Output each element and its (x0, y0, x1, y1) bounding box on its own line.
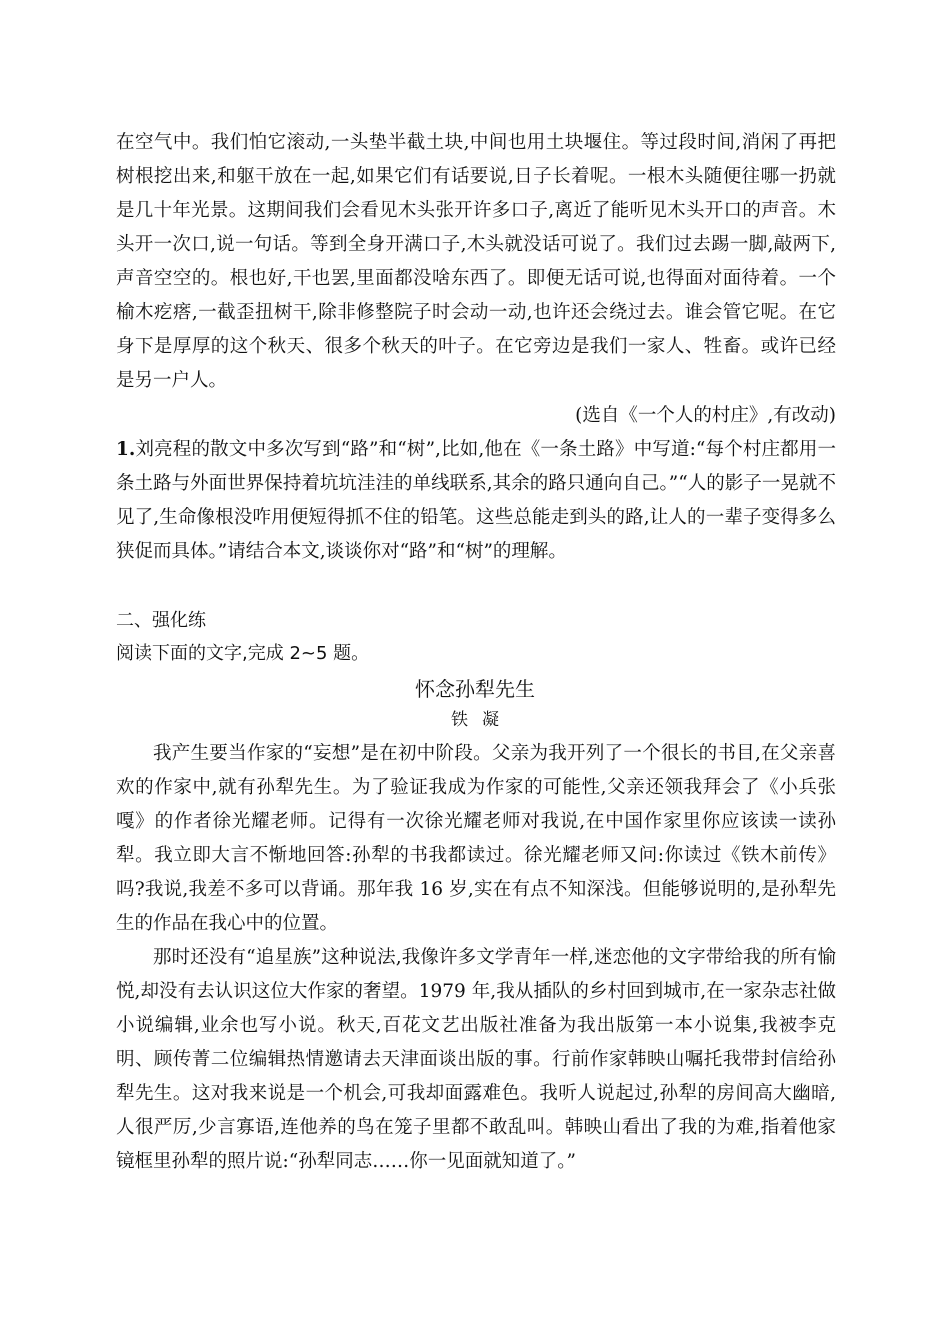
question-number: 1. (116, 439, 136, 460)
article-author: 铁凝 (451, 710, 513, 730)
question-body: 刘亮程的散文中多次写到“路”和“树”,比如,他在《一条土路》中写道:“每个村庄都用一条土路与外面世界保持着坑坑洼洼的单线联系,其余的路只通向自己。”“人的影子一晃就不见了,生命像根没咋用便短得抓不住的铅笔。这些总能走到头的路,让人的一辈子变得多么狭促而具体。”请结合本文,谈谈你对“路”和“树”的理解。 (116, 439, 836, 562)
question-1 (116, 433, 836, 569)
question-1-text (116, 433, 836, 569)
article-title: 怀念孙犁先生 (415, 677, 535, 701)
excerpt-source: (选自《一个人的村庄》,有改动) (575, 405, 836, 426)
article-paragraph: 我产生要当作家的“妄想”是在初中阶段。父亲为我开列了一个很长的书目,在父亲喜欢的作家中,就有孙犁先生。为了验证我成为作家的可能性,父亲还领我拜会了《小兵张嘎》的作者徐光耀老师。记得有一次徐光耀老师对我说,在中国作家里你应该读一读孙犁。我立即大言不惭地回答:孙犁的书我都读过。徐光耀老师又问:你读过《铁木前传》吗?我说,我差不多可以背诵。那年我 16 岁,实在有点不知深浅。但能够说明的,是孙犁先生的作品在我心中的位置。 (116, 743, 836, 934)
article-body (116, 737, 836, 1179)
excerpt-paragraph: 在空气中。我们怕它滚动,一头垫半截土块,中间也用土块堰住。等过段时间,消闲了再把树根挖出来,和躯干放在一起,如果它们有话要说,日子长着呢。一根木头随便往哪一扔就是几十年光景。这期间我们会看见木头张开许多口子,离近了能听见木头开口的声音。木头开一次口,说一句话。等到全身开满口子,木头就没话可说了。我们过去踢一脚,敲两下,声音空空的。根也好,干也罢,里面都没啥东西了。即便无话可说,也得面对面待着。一个榆木疙瘩,一截歪扭树干,除非修整院子时会动一动,也许还会绕过去。谁会管它呢。在它身下是厚厚的这个秋天、很多个秋天的叶子。在它旁边是我们一家人、牲畜。或许已经是另一户人。 (116, 132, 836, 391)
section-heading: 二、强化练 (116, 610, 206, 631)
excerpt-continuation (116, 126, 836, 398)
reading-instruction: 阅读下面的文字,完成 2~5 题。 (116, 643, 370, 664)
article-paragraph: 那时还没有“追星族”这种说法,我像许多文学青年一样,迷恋他的文字带给我的所有愉悦,却没有去认识这位大作家的奢望。1979 年,我从插队的乡村回到城市,在一家杂志社做小说编辑,业余也写小说。秋天,百花文艺出版社准备为我出版第一本小说集,我被李克明、顾传菁二位编辑热情邀请去天津面谈出版的事。行前作家韩映山嘱托我带封信给孙犁先生。这对我来说是一个机会,可我却面露难色。我听人说起过,孙犁的房间高大幽暗,人很严厉,少言寡语,连他养的鸟在笼子里都不敢乱叫。韩映山看出了我的为难,指着他家镜框里孙犁的照片说:“孙犁同志……你一见面就知道了。” (116, 947, 836, 1172)
